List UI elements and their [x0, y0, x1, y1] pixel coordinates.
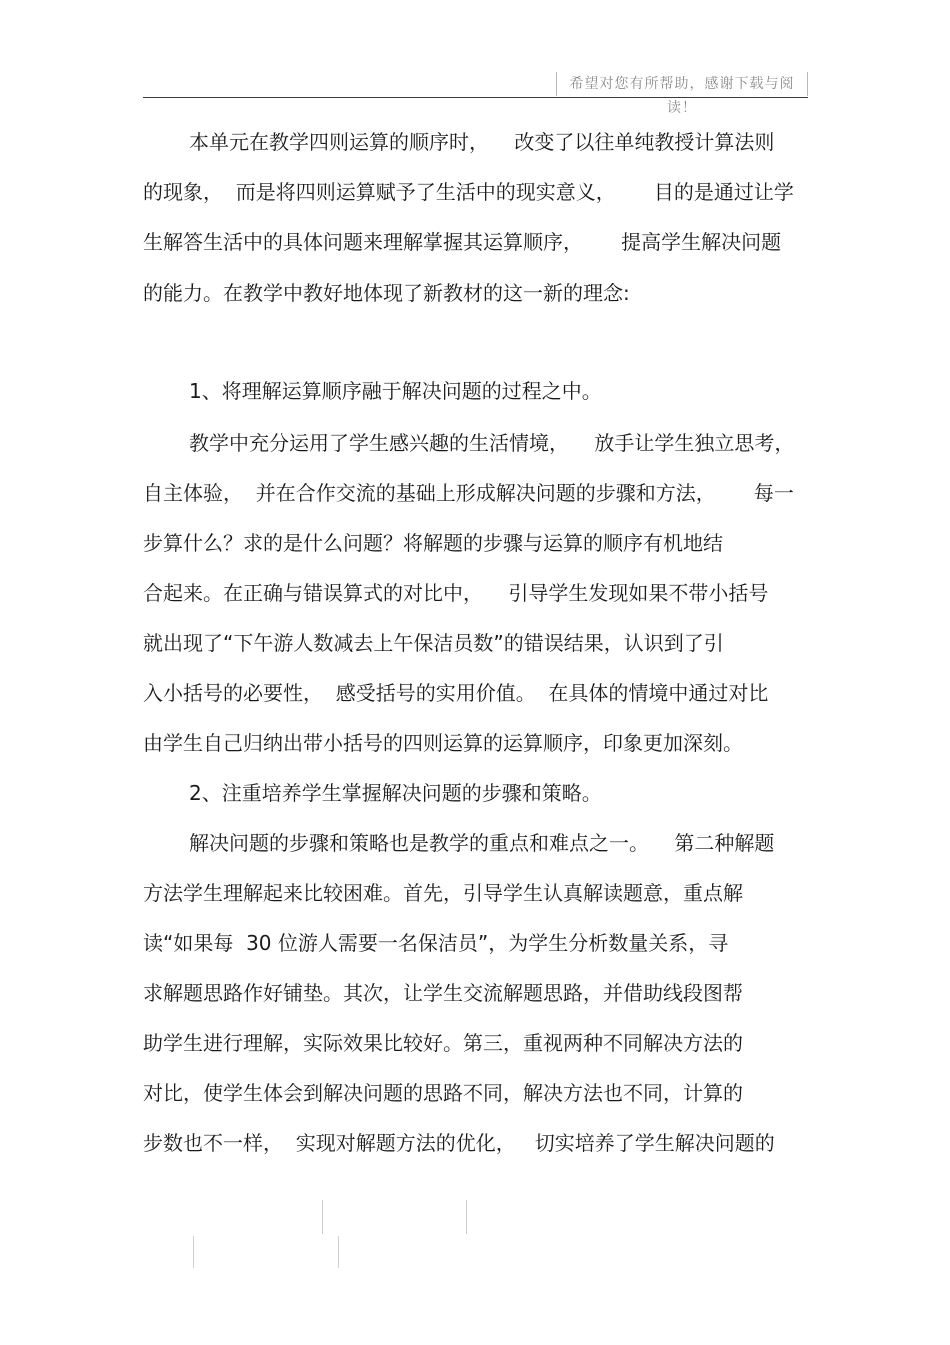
section-heading: 2、注重培养学生掌握解决问题的步骤和策略。 [189, 781, 602, 805]
paragraph-line: 求解题思路作好铺垫。其次，让学生交流解题思路，并借助线段图帮 [143, 981, 743, 1005]
paragraph-line: 本单元在教学四则运算的顺序时， 改变了以往单纯教授计算法则 [189, 130, 775, 154]
scan-mark [338, 1236, 339, 1268]
scan-mark [466, 1200, 467, 1234]
paragraph-line: 合起来。在正确与错误算式的对比中， 引导学生发现如果不带小括号 [143, 581, 769, 605]
paragraph-line: 的现象， 而是将四则运算赋予了生活中的现实意义， 目的是通过让学 [143, 180, 794, 204]
paragraph-line: 步数也不一样， 实现对解题方法的优化， 切实培养了学生解决问题的 [143, 1131, 775, 1155]
paragraph-line: 教学中充分运用了学生感兴趣的生活情境， 放手让学生独立思考， [189, 431, 795, 455]
paragraph-line: 助学生进行理解，实际效果比较好。第三，重视两种不同解决方法的 [143, 1031, 743, 1055]
paragraph-line: 生解答生活中的具体问题来理解掌握其运算顺序， 提高学生解决问题 [143, 230, 782, 254]
paragraph-line: 解决问题的步骤和策略也是教学的重点和难点之一。 第二种解题 [189, 831, 775, 855]
paragraph-line: 入小括号的必要性， 感受括号的实用价值。 在具体的情境中通过对比 [143, 681, 769, 705]
header-rule [143, 97, 808, 98]
paragraph-line: 就出现了“下午游人数减去上午保洁员数”的错误结果，认识到了引 [143, 631, 724, 655]
section-heading: 1、将理解运算顺序融于解决问题的过程之中。 [189, 379, 602, 403]
paragraph-line: 读“如果每 30 位游人需要一名保洁员”，为学生分析数量关系，寻 [143, 931, 729, 955]
paragraph-line: 自主体验， 并在合作交流的基础上形成解决问题的步骤和方法， 每一 [143, 481, 794, 505]
header-tagline: 希望对您有所帮助，感谢下载与阅读！ [556, 72, 808, 96]
scan-mark [322, 1200, 323, 1234]
paragraph-line: 步算什么？求的是什么问题？将解题的步骤与运算的顺序有机地结 [143, 531, 723, 555]
paragraph-line: 对比，使学生体会到解决问题的思路不同，解决方法也不同，计算的 [143, 1081, 743, 1105]
paragraph-line: 由学生自己归纳出带小括号的四则运算的运算顺序，印象更加深刻。 [143, 731, 743, 755]
paragraph-line: 方法学生理解起来比较困难。首先，引导学生认真解读题意，重点解 [143, 881, 743, 905]
paragraph-line: 的能力。在教学中教好地体现了新教材的这一新的理念: [143, 281, 630, 305]
scan-mark [193, 1236, 194, 1268]
